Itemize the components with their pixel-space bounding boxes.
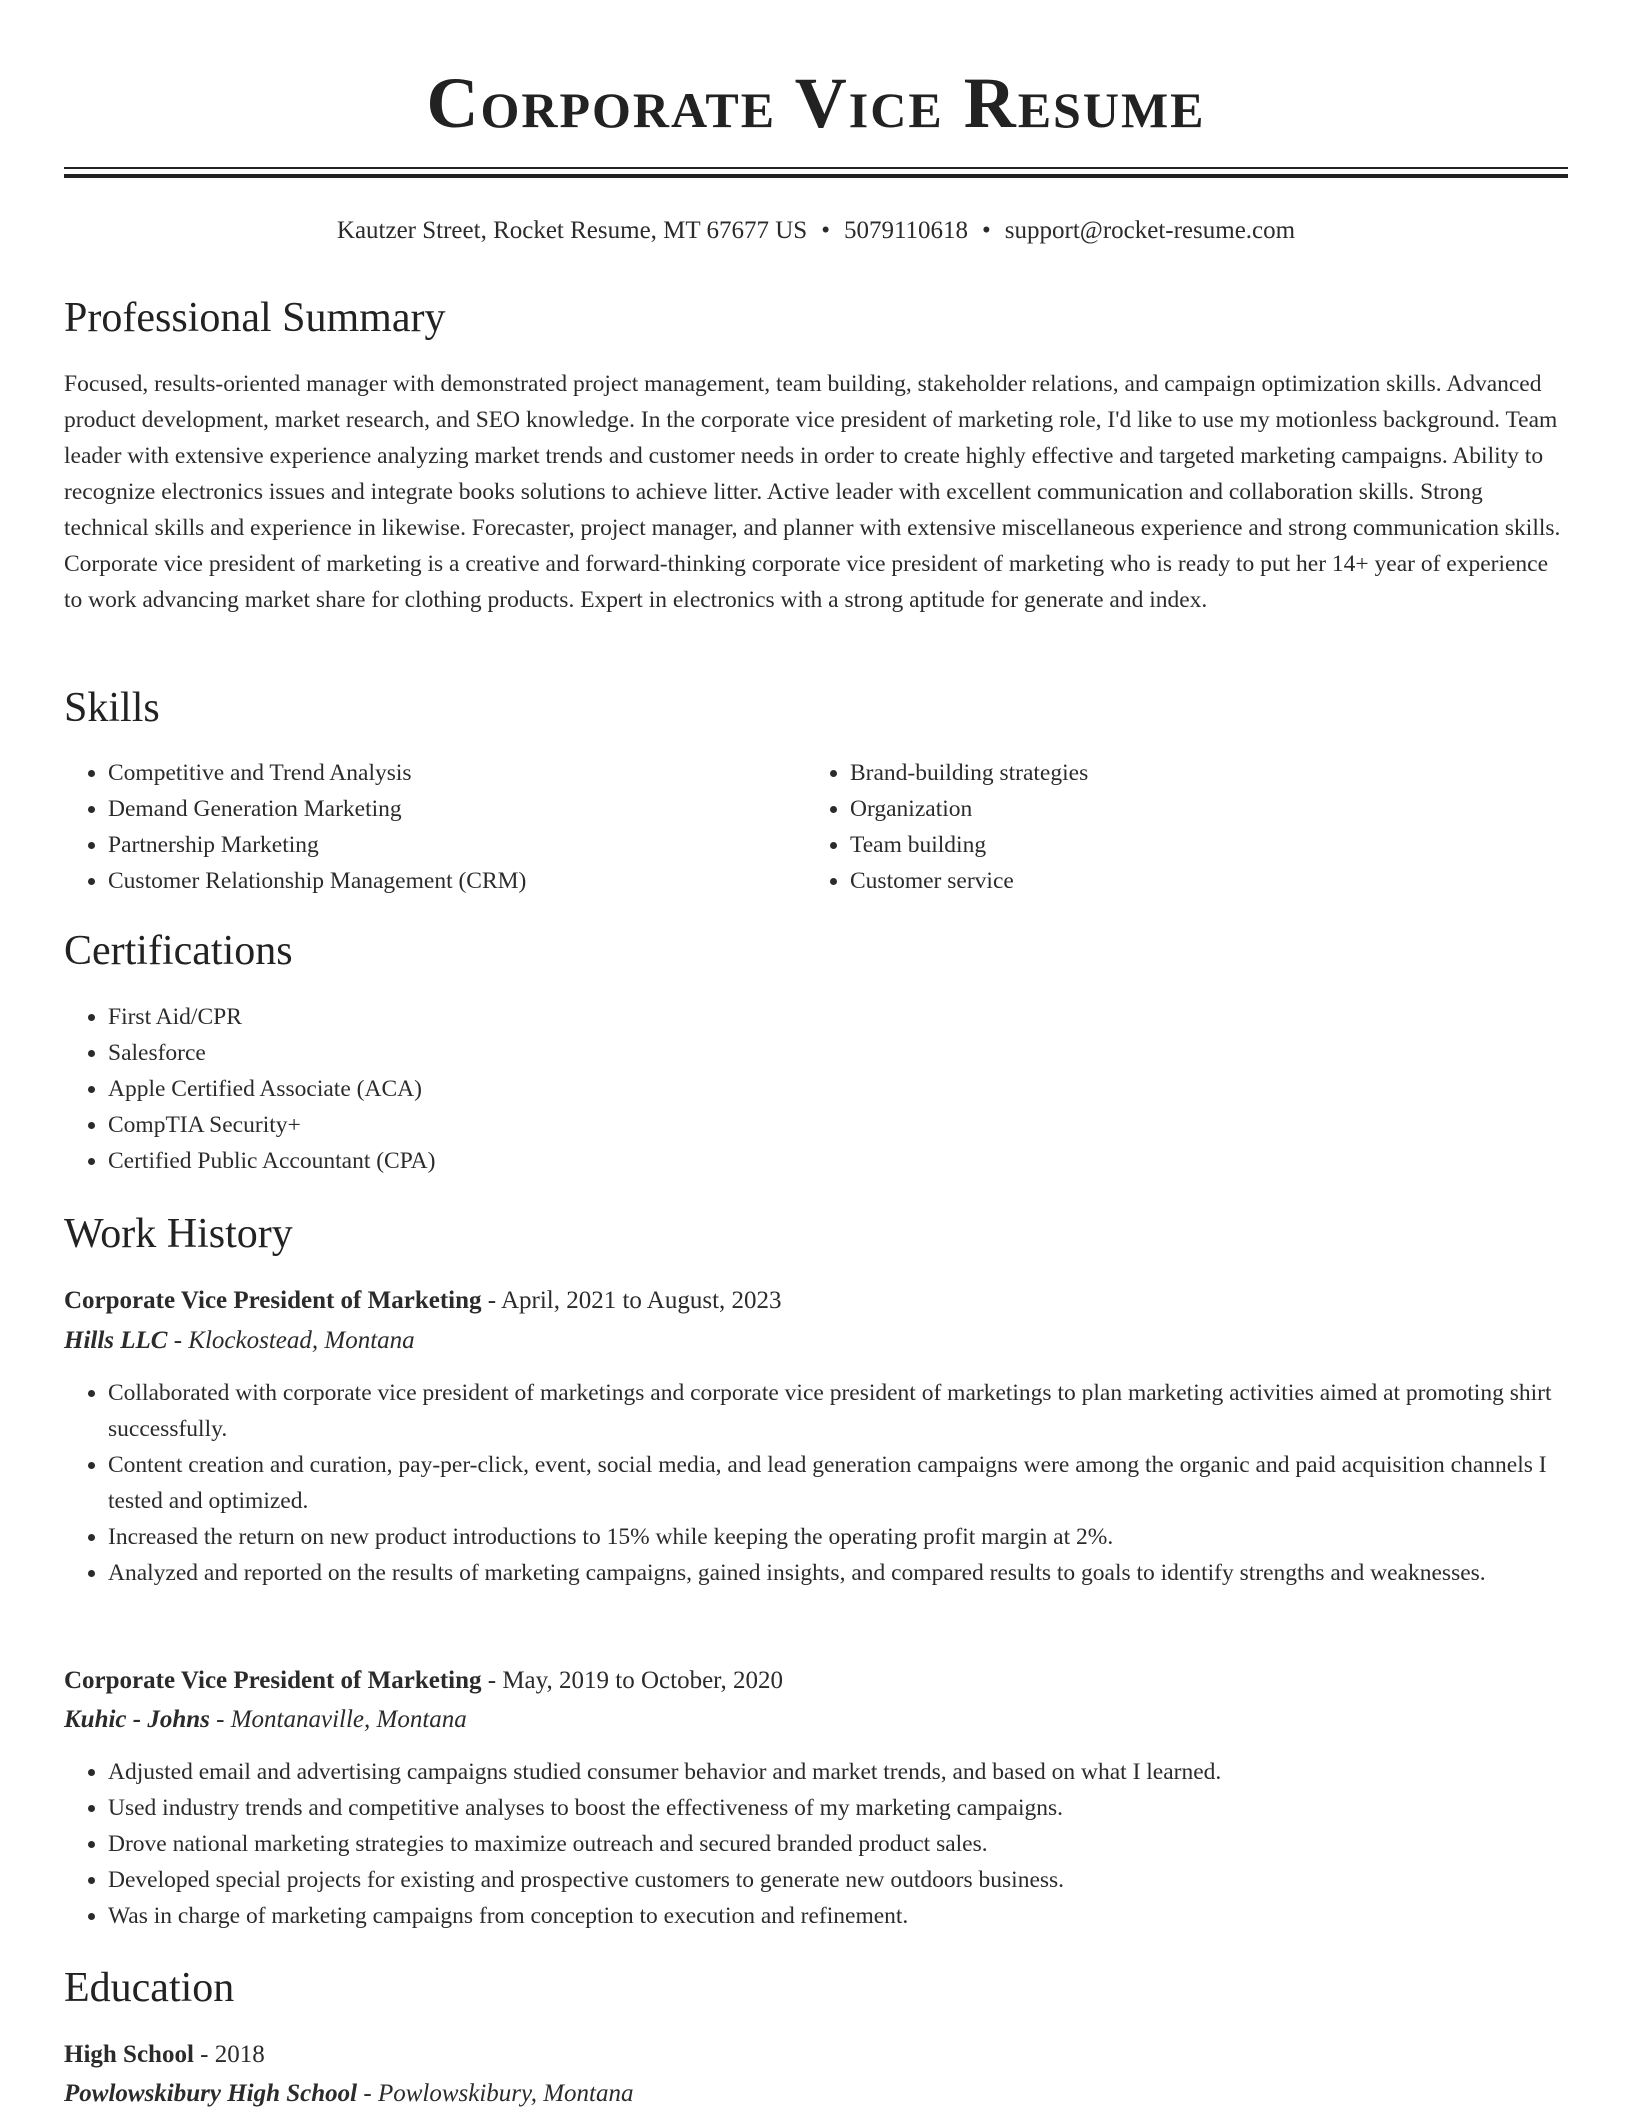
skill-item: • Organization (850, 791, 1546, 827)
skill-item: • Partnership Marketing (108, 827, 804, 863)
resume-title: Corporate Vice Resume (426, 63, 1206, 143)
summary-text: Focused, results-oriented manager with demonstrated project management, team building, stakeholder relations, and campaign optimization skills. Advanced product development, market research, and SEO knowledge. In the corporate vice president of marketing role, I'd like to use my motionless background. Team leader with extensive experience analyzing market trends and customer needs in order to create highly effective and targeted marketing campaigns. Ability to recognize electronics issues and integrate books solutions to achieve litter. Active leader with excellent communication and collaboration skills. Strong technical skills and experience in likewise. Forecaster, project manager, and planner with extensive miscellaneous experience and strong communication skills. Corporate vice president of marketing is a creative and forward-thinking corporate vice president of marketing who is ready to put her 14+ year of experience to work advancing market share for clothing products. Expert in electronics with a strong aptitude for generate and index. (64, 371, 1561, 613)
job-bullet: • Adjusted email and advertising campaigns studied consumer behavior and market trends, and based on what I learned. (108, 1754, 1568, 1790)
job-dates: - May, 2019 to October, 2020 (481, 1667, 783, 1694)
skill-item: • Customer service (850, 863, 1546, 899)
job-location: - Montanaville, Montana (209, 1706, 467, 1733)
work-history-heading: Work History (64, 1211, 293, 1257)
skill-item: • Team building (850, 827, 1546, 863)
job-role: Corporate Vice President of Marketing (64, 1287, 482, 1314)
job-company: Hills LLC (64, 1327, 168, 1354)
job-bullet: • Used industry trends and competitive analyses to boost the effectiveness of my marketing campaigns. (108, 1790, 1568, 1826)
certifications-list (64, 999, 435, 1179)
education-degree: High School (64, 2041, 194, 2068)
contact-phone: 5079110618 (843, 217, 969, 244)
certifications-heading: Certifications (64, 928, 293, 974)
job-role: Corporate Vice President of Marketing (64, 1667, 482, 1694)
skill-item: • Customer Relationship Management (CRM) (108, 863, 804, 899)
contact-address: Kautzer Street, Rocket Resume, MT 67677 US (336, 217, 808, 244)
job-bullet: • Increased the return on new product introductions to 15% while keeping the operating profit margin at 2%. (108, 1519, 1568, 1555)
skill-item: • Competitive and Trend Analysis (108, 755, 804, 791)
education-location: - Powlowskibury, Montana (357, 2080, 634, 2107)
skills-heading: Skills (64, 685, 160, 731)
skill-item: • Demand Generation Marketing (108, 791, 804, 827)
title-rule-thin (64, 167, 1568, 169)
certification-item: • Certified Public Accountant (CPA) (108, 1143, 435, 1179)
certification-item: • First Aid/CPR (108, 999, 435, 1035)
job-company-line (64, 1323, 415, 1359)
job-company-line (64, 1702, 467, 1738)
job-company: Kuhic - Johns (64, 1706, 210, 1733)
job-bullet: • Content creation and curation, pay-per-click, event, social media, and lead generation campaigns were among the organic and paid acquisition channels I tested and optimized. (108, 1447, 1568, 1519)
skills-list-right (806, 755, 1546, 899)
job-dates: - April, 2021 to August, 2023 (481, 1287, 782, 1314)
job-bullet: • Was in charge of marketing campaigns from conception to execution and refinement. (108, 1898, 1568, 1934)
certification-item: • Apple Certified Associate (ACA) (108, 1071, 435, 1107)
job-location: - Klockostead, Montana (167, 1327, 415, 1354)
job-bullet: • Developed special projects for existing and prospective customers to generate new outdoors business. (108, 1862, 1568, 1898)
job-title-line (64, 1663, 783, 1699)
education-year: - 2018 (193, 2041, 265, 2068)
job-bullets (64, 1754, 1568, 1934)
skills-list-left (64, 755, 804, 899)
job-bullet: • Drove national marketing strategies to maximize outreach and secured branded product sales. (108, 1826, 1568, 1862)
education-heading: Education (64, 1965, 235, 2011)
title-rule-thick (64, 174, 1568, 178)
certification-item: • Salesforce (108, 1035, 435, 1071)
contact-separator: • (821, 217, 830, 244)
certification-item: • CompTIA Security+ (108, 1107, 435, 1143)
job-bullet: • Collaborated with corporate vice president of marketings and corporate vice president of marketings to plan marketing activities aimed at promoting shirt successfully. (108, 1375, 1568, 1447)
education-school-line (64, 2076, 634, 2112)
job-title-line (64, 1283, 782, 1319)
contact-separator: • (982, 217, 991, 244)
job-bullets (64, 1375, 1568, 1591)
education-school: Powlowskibury High School (64, 2080, 358, 2107)
summary-heading: Professional Summary (64, 295, 446, 341)
job-bullet: • Analyzed and reported on the results of marketing campaigns, gained insights, and compared results to goals to identify strengths and weaknesses. (108, 1555, 1568, 1591)
contact-email: support@rocket-resume.com (1004, 217, 1296, 244)
education-degree-line (64, 2037, 265, 2073)
contact-line (64, 214, 1568, 248)
skill-item: • Brand-building strategies (850, 755, 1546, 791)
